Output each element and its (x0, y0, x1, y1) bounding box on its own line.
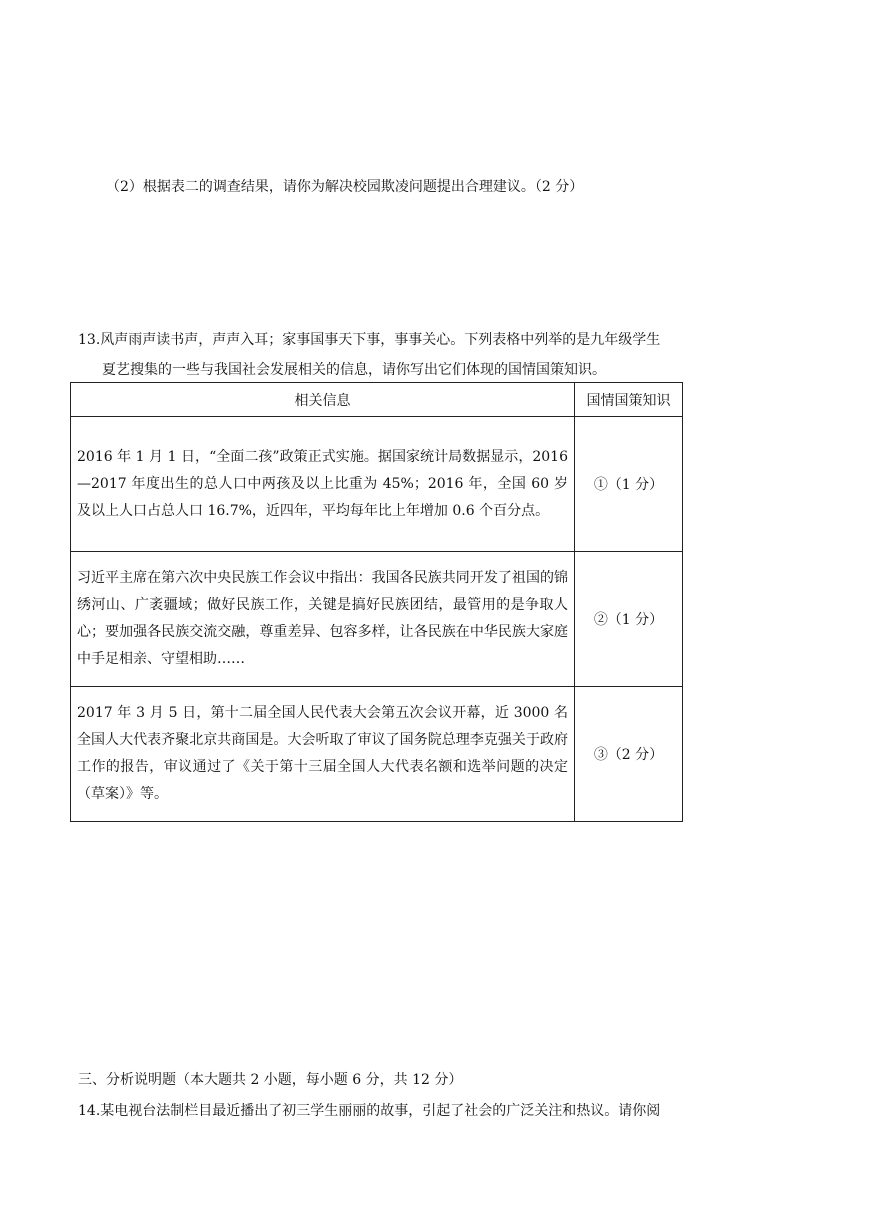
question-14-line-1: 14.某电视台法制栏目最近播出了初三学生丽丽的故事，引起了社会的广泛关注和热议。请你阅 (78, 1103, 661, 1119)
national-policy-table (70, 382, 683, 822)
table-row (71, 552, 683, 687)
table-header-row (71, 383, 683, 417)
info-cell-ethnic-unity: 习近平主席在第六次中央民族工作会议中指出：我国各民族共同开发了祖国的锦绣河山、广袤疆域；做好民族工作，关键是搞好民族团结，最管用的是争取人心；要加强各民族交流交融，尊重差异、包容多样，让各民族在中华民族大家庭中手足相亲、守望相助…… (71, 552, 575, 687)
answer-cell-2[interactable]: ②（1 分） (575, 552, 683, 687)
question-13-intro-line-1: 13.风声雨声读书声，声声入耳；家事国事天下事，事事关心。下列表格中列举的是九年级学生 (78, 332, 661, 348)
question-12-part-2: （2）根据表二的调查结果，请你为解决校园欺凌问题提出合理建议。（2 分） (106, 179, 584, 195)
answer-cell-3[interactable]: ③（2 分） (575, 687, 683, 822)
answer-cell-1[interactable]: ①（1 分） (575, 417, 683, 552)
header-related-info: 相关信息 (71, 383, 575, 417)
header-policy-knowledge: 国情国策知识 (575, 383, 683, 417)
section-3-title: 三、分析说明题（本大题共 2 小题，每小题 6 分，共 12 分） (78, 1072, 463, 1088)
table-row (71, 687, 683, 822)
question-13-intro-line-2: 夏艺搜集的一些与我国社会发展相关的信息，请你写出它们体现的国情国策知识。 (102, 362, 606, 378)
table-row (71, 417, 683, 552)
info-cell-population: 2016 年 1 月 1 日，“全面二孩”政策正式实施。据国家统计局数据显示，2016—2017 年度出生的总人口中两孩及以上比重为 45%；2016 年，全国 60 岁及以上人口占总人口 16.7%，近四年，平均每年比上年增加 0.6 个百分点。 (71, 417, 575, 552)
info-cell-npc-session: 2017 年 3 月 5 日，第十二届全国人民代表大会第五次会议开幕，近 3000 名全国人大代表齐聚北京共商国是。大会听取了审议了国务院总理李克强关于政府工作的报告，审议通过了《关于第十三届全国人大代表名额和选举问题的决定（草案）》等。 (71, 687, 575, 822)
